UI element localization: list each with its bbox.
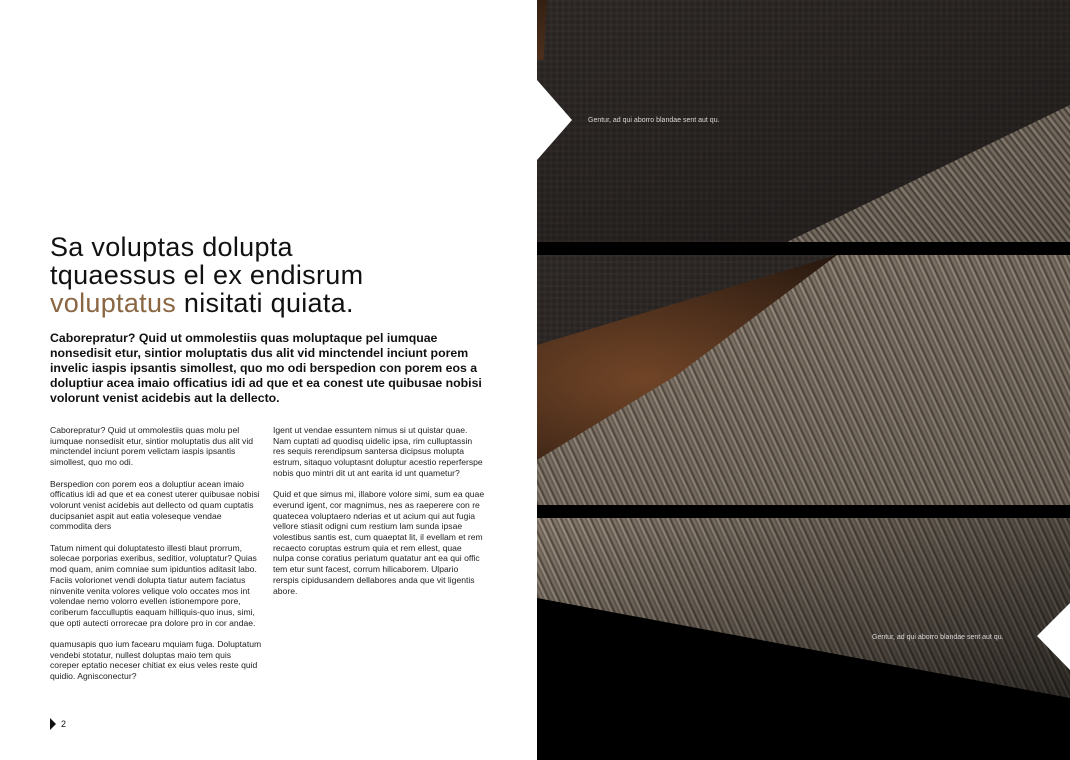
triangle-right-icon [50, 718, 56, 730]
body-paragraph: Berspedion con porem eos a doluptiur acean imaio officatius idi ad que et ea conest uterer quibusae nobisi volorunt venist acidebis aut dellecto od quam cuptatis ducipsaniet aspit aut eatia voleseque vendae commodita ders [50, 478, 260, 532]
right-page-photo-collage [537, 0, 1070, 760]
headline-line-3: nisitati quiata. [176, 288, 354, 318]
headline-line-2: tquaessus el ex endisrum [50, 260, 364, 290]
body-column-1 [50, 425, 262, 693]
headline-accent-word: voluptatus [50, 288, 177, 318]
page-number: 2 [61, 719, 67, 729]
body-paragraph: Igent ut vendae essuntem nimus si ut quistar quae. Nam cuptati ad quodisq uidelic ipsa, rim culluptassin res sequis rerendipsum santersa dicipsus molupta estrum, sitaquo voluptasnt doluptur acestio reperferspe nobis quo mintri dit ut ant earita id unt quametur? [273, 425, 483, 478]
headline [50, 233, 490, 317]
body-paragraph: Caborepratur? Quid ut ommolestiis quas molu pel iumquae nonsedisit etur, sintior moluptatis dus alit vid minctendel inciunt porem velictam iaspis ipsantis simollest, quo mo odi. [50, 425, 254, 468]
body-paragraph: quamusapis quo ium facearu mquiam fuga. Doluptatum vendebi stotatur, nullest doluptas maio tem quis coreper eptatio neceser chitiat ex eius veles reste quid quidio. Agnisconectur? [50, 639, 262, 682]
body-paragraph: Quid et que simus mi, illabore volore simi, sum ea quae everund igent, cor magnimus, nes as raeperere con re quatecea voluptaero nderias et ut acium qui aut fugia vellore stiasit odigni cum restium lam sunda ipsae volestibus santis est, cum quaeptat lit, il evellam et rem recaecto coruptas estrum quia et rem ellest, quae nulpa conse coratius periatum quatatur ant ea qui offic tem etur sunt facest, corrum hilicaborem. Ulpario rerspis cipidusandem dellabores anda que vit ligentis abore. [273, 489, 485, 596]
photo-panel-middle [537, 255, 1070, 505]
lead-paragraph: Caborepratur? Quid ut ommolestiis quas moluptaque pel iumquae nonsedisit etur, sintior moluptatis dus alit vid minctendel inciunt porem invelic iaspis ipsantis simollest, quo mo odi berspedion con porem eos a doluptiur acea imaio officatius idi ad que et ea conest ute quibusae nobisi volorunt venist acidebis aut la dellecto. [50, 331, 482, 405]
photo-caption-bottom: Gentur, ad qui aborro blandae sent aut qu. [872, 634, 1004, 641]
body-column-2 [273, 425, 485, 607]
photo-caption-top: Gentur, ad qui aborro blandae sent aut qu. [588, 117, 720, 124]
headline-line-1: Sa voluptas dolupta [50, 232, 293, 262]
body-paragraph: Tatum niment qui doluptatesto illesti blaut prorrum, solecae porporias exeribus, seditior, voluptatur? Quias mod quam, anim comniae sum ipiduntios aditasit labo. Faciis volorionet vendi dolupta tiatur autem faciatus ninvenite venita volores velique volo occates mos int volendae nemo volorro evellen istionempore pore, coriberum facculluptis eaquam hilliquis-quo inus, simi, que opti autecti orrorecae pra dolore pro in cor andae. [50, 542, 257, 628]
page-folio [50, 718, 66, 730]
